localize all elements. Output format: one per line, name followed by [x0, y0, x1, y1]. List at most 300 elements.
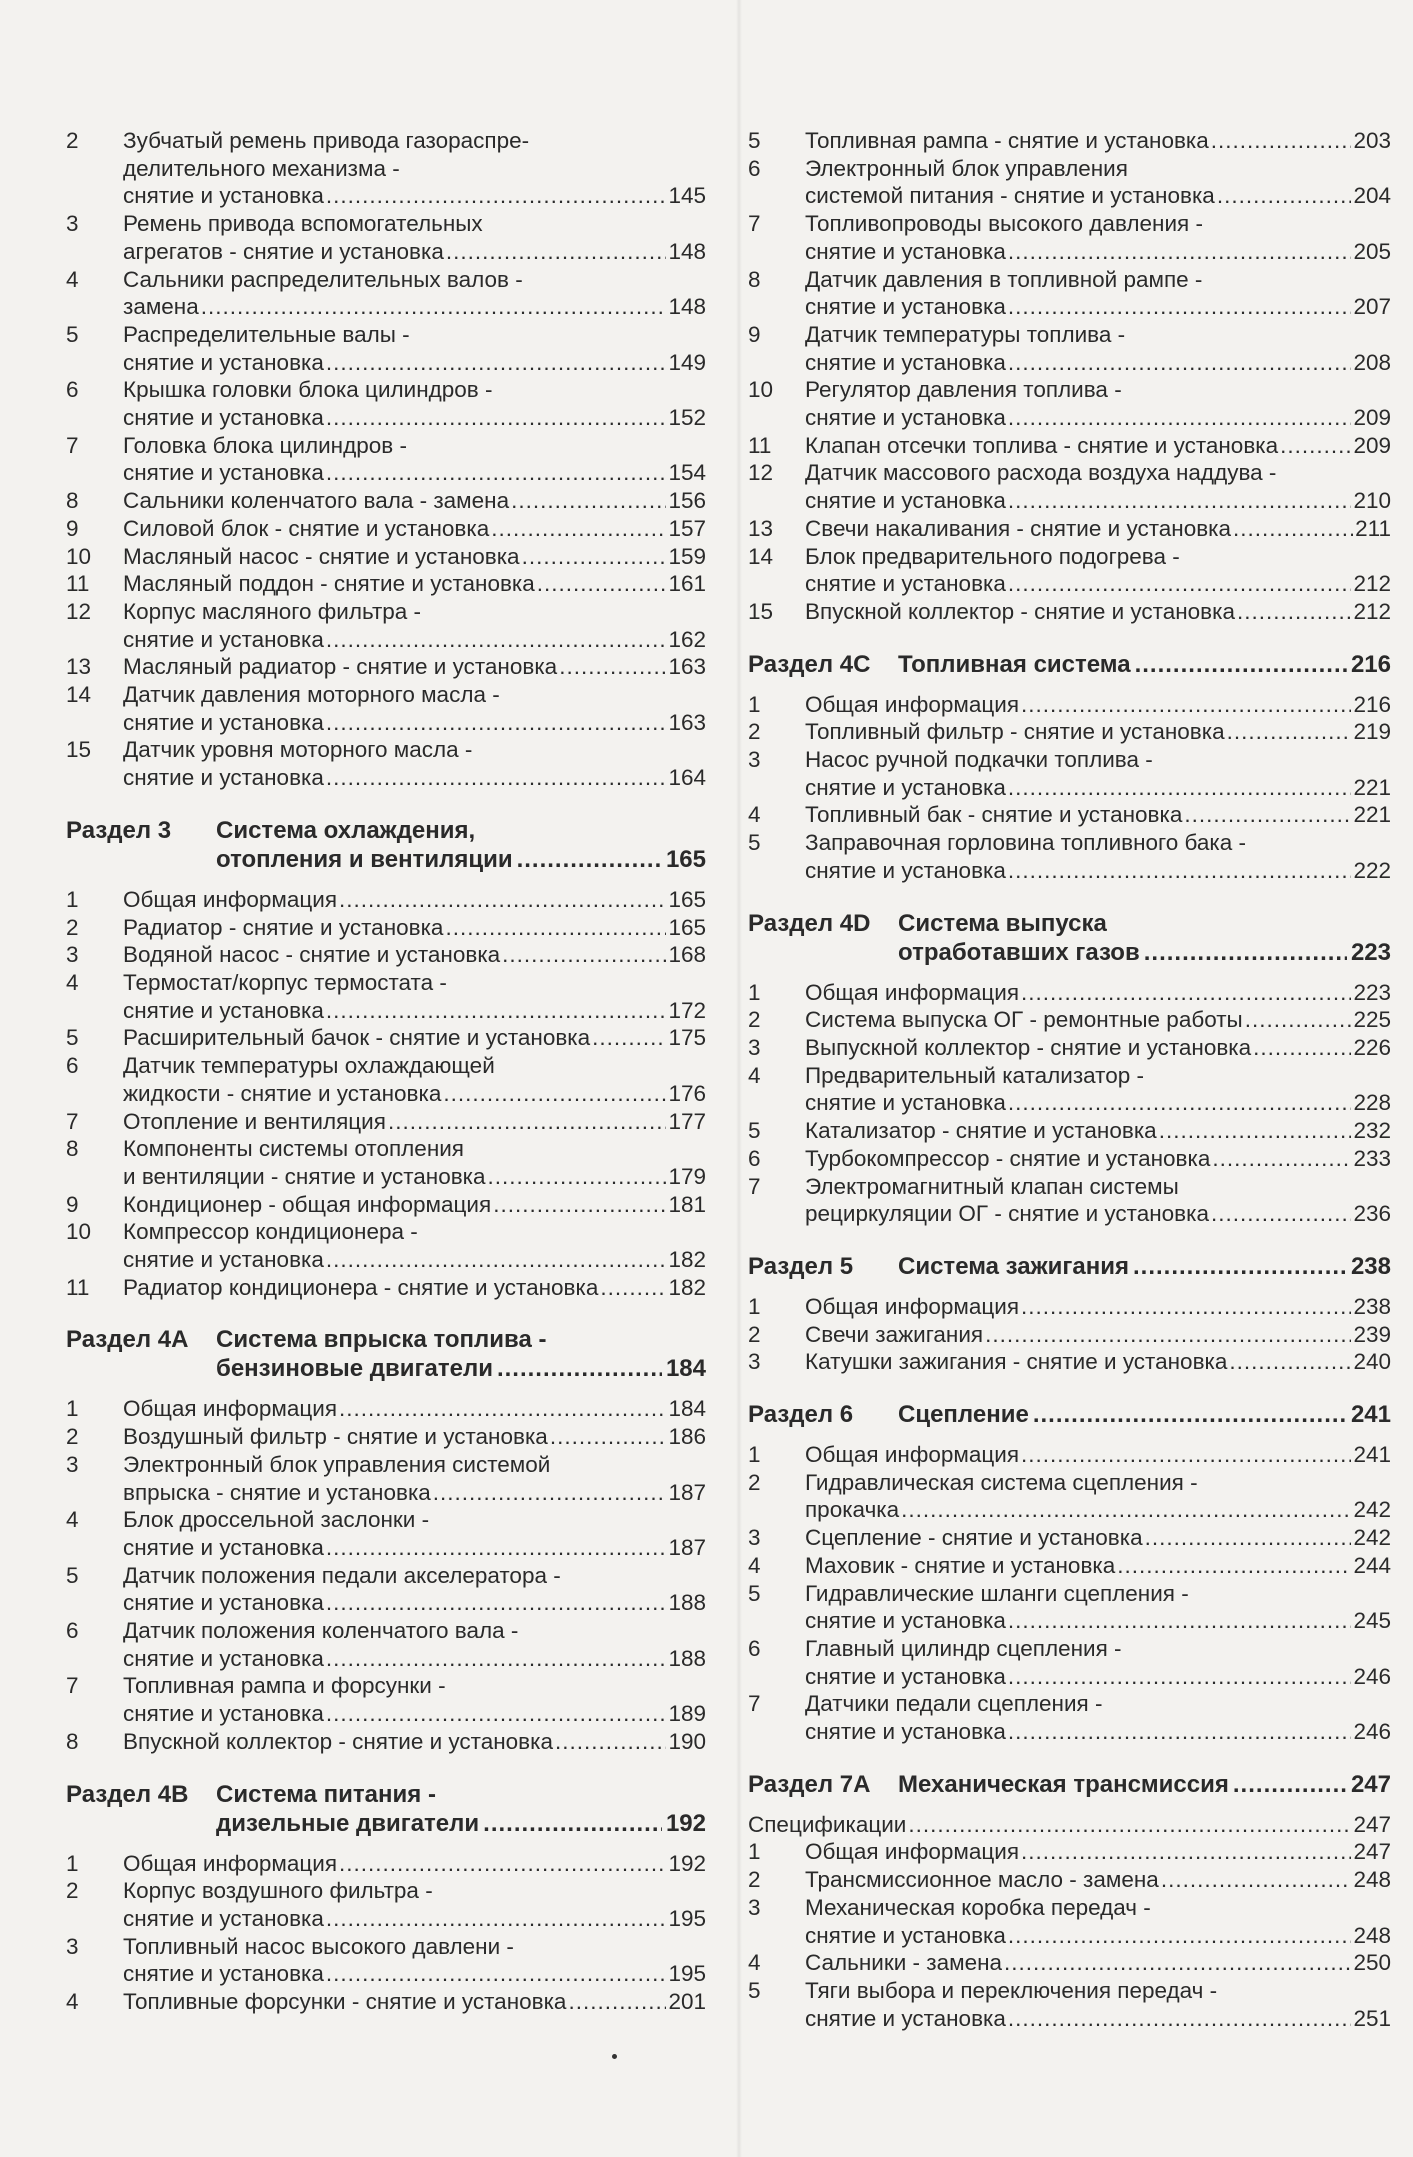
page-number: 175 — [668, 1025, 706, 1051]
toc-entry[interactable] — [748, 515, 1391, 543]
entry-title-line: Механическая коробка передач - — [805, 1894, 1151, 1920]
entry-number: 4 — [66, 969, 79, 995]
page-number: 245 — [1353, 1608, 1391, 1634]
entry-title-line: снятие и установка — [123, 1534, 324, 1560]
entry-number: 7 — [748, 1173, 761, 1199]
entry-number: 15 — [66, 737, 92, 763]
entry-number: 2 — [66, 128, 79, 153]
entry-number: 5 — [748, 128, 761, 153]
toc-entry[interactable] — [66, 1850, 706, 1878]
toc-entry[interactable] — [66, 681, 706, 736]
dot-leader — [1033, 1400, 1347, 1429]
entry-body — [805, 1552, 1391, 1580]
entry-body — [123, 515, 706, 543]
entry-body — [123, 1877, 706, 1932]
entry-number: 11 — [66, 1274, 90, 1300]
entry-last-line — [123, 1479, 706, 1507]
page-number: 188 — [668, 1590, 706, 1616]
toc-entry[interactable] — [66, 736, 706, 791]
page-number: 212 — [1353, 598, 1391, 624]
toc-entry[interactable] — [66, 1877, 706, 1932]
toc-entry[interactable] — [748, 1145, 1391, 1173]
entry-number: 2 — [66, 914, 79, 940]
toc-entry[interactable] — [748, 829, 1391, 884]
dot-leader — [493, 1191, 666, 1219]
entry-title-line: снятие и установка — [123, 765, 324, 791]
entry-title-line: снятие и установка — [805, 294, 1006, 320]
entry-body — [805, 543, 1391, 598]
page-number: 232 — [1353, 1118, 1391, 1144]
page-dot-mark — [612, 2054, 617, 2059]
toc-entry[interactable] — [66, 941, 706, 969]
entry-title-line: Общая информация — [805, 1293, 1020, 1319]
toc-entry[interactable] — [748, 1635, 1391, 1690]
entry-title-line: Датчик массового расхода воздуха наддува - — [805, 460, 1277, 486]
toc-entry[interactable] — [66, 432, 706, 487]
entry-number: 7 — [748, 1691, 761, 1717]
toc-entry[interactable] — [748, 543, 1391, 598]
entry-title-line: Предварительный катализатор - — [805, 1062, 1144, 1088]
entry-title-line: Топливные форсунки - снятие и установка — [123, 1989, 567, 2015]
entry-number: 7 — [748, 211, 761, 237]
entry-number: 4 — [748, 1552, 761, 1578]
toc-entry[interactable] — [66, 1024, 706, 1052]
entry-title-line: Топливный бак - снятие и установка — [805, 802, 1183, 828]
toc-entry[interactable] — [748, 691, 1391, 719]
dot-leader — [1212, 1145, 1351, 1173]
entry-last-line — [805, 2005, 1391, 2033]
toc-entry[interactable] — [66, 1617, 706, 1672]
entry-body — [123, 914, 706, 942]
entry-title-line: снятие и установка — [805, 1090, 1006, 1116]
toc-entry[interactable] — [66, 653, 706, 681]
entry-title-line: Общая информация — [123, 886, 338, 912]
toc-entry[interactable] — [66, 1672, 706, 1727]
entry-number: 6 — [748, 1635, 761, 1661]
entry-body — [805, 1034, 1391, 1062]
section-heading[interactable] — [748, 1252, 1391, 1281]
toc-entry[interactable] — [66, 1274, 706, 1302]
toc-entry[interactable] — [748, 1469, 1391, 1524]
toc-entry[interactable] — [66, 266, 706, 321]
entry-title-line: Свечи зажигания — [805, 1321, 984, 1347]
dot-leader — [497, 1354, 662, 1383]
entry-number: 5 — [66, 1025, 79, 1051]
entry-title-line: Впускной коллектор - снятие и установка — [805, 598, 1235, 624]
dot-leader — [1008, 349, 1352, 377]
toc-entry[interactable] — [66, 1191, 706, 1219]
entry-title-line: Датчики педали сцепления - — [805, 1691, 1103, 1717]
entry-last-line — [123, 1960, 706, 1988]
entry-last-line — [805, 718, 1391, 746]
entry-number: 2 — [66, 1424, 79, 1450]
page-number: 195 — [668, 1961, 706, 1987]
toc-entry[interactable] — [66, 127, 706, 210]
toc-entry[interactable] — [66, 1135, 706, 1190]
toc-entry[interactable] — [748, 1690, 1391, 1745]
page-number: 208 — [1353, 349, 1391, 375]
dot-leader — [1021, 1838, 1351, 1866]
section-label: Раздел 3 — [66, 816, 172, 844]
entry-number: 3 — [748, 1894, 761, 1920]
section-title: Сцепление — [898, 1401, 1029, 1429]
entry-body — [805, 598, 1391, 626]
entry-number: 1 — [748, 1839, 761, 1865]
toc-entry[interactable] — [66, 1562, 706, 1617]
dot-leader — [326, 1589, 667, 1617]
page-number: 247 — [1353, 1811, 1391, 1837]
entry-number: 7 — [66, 432, 79, 458]
toc-entry[interactable] — [66, 1218, 706, 1273]
entry-title-line: Масляный радиатор - снятие и установка — [123, 654, 558, 680]
entry-body — [123, 1728, 706, 1756]
entry-number: 5 — [66, 1562, 79, 1588]
entry-title-line: снятие и установка — [123, 183, 324, 209]
toc-entry[interactable] — [66, 914, 706, 942]
entry-last-line — [805, 238, 1391, 266]
toc-entry[interactable] — [66, 543, 706, 571]
entry-title-line: Блок предварительного подогрева - — [805, 543, 1180, 569]
entry-title-line: Крышка головки блока цилиндров - — [123, 377, 493, 403]
toc-entry[interactable] — [66, 969, 706, 1024]
dot-leader — [1280, 432, 1351, 460]
toc-entry[interactable] — [66, 1988, 706, 2016]
toc-entry[interactable] — [748, 1062, 1391, 1117]
section-heading[interactable] — [748, 909, 1391, 967]
entry-body — [123, 886, 706, 914]
entry-body — [805, 210, 1391, 265]
entry-title-line: Регулятор давления топлива - — [805, 377, 1122, 403]
entry-body — [805, 1348, 1391, 1376]
section-page-number: 247 — [1350, 1770, 1391, 1798]
entry-last-line — [805, 1321, 1391, 1349]
entry-body — [123, 1052, 706, 1107]
toc-entry[interactable] — [66, 1395, 706, 1423]
toc-column-left — [66, 127, 706, 2016]
toc-entry[interactable] — [66, 376, 706, 431]
dot-leader — [537, 570, 667, 598]
entry-title-line: Компрессор кондиционера - — [123, 1219, 418, 1245]
entry-body — [123, 1274, 706, 1302]
entry-number: 5 — [748, 830, 761, 856]
toc-entry[interactable] — [66, 570, 706, 598]
toc-entry[interactable] — [66, 1933, 706, 1988]
entry-last-line — [805, 1838, 1391, 1866]
dot-leader — [339, 1850, 666, 1878]
entry-last-line — [123, 1423, 706, 1451]
dot-leader — [1211, 127, 1352, 155]
entry-body — [805, 1580, 1391, 1635]
section-heading[interactable] — [748, 1770, 1391, 1799]
entry-last-line — [805, 598, 1391, 626]
section-heading[interactable] — [66, 1325, 706, 1383]
entry-title-line: снятие и установка — [805, 405, 1006, 431]
dot-leader — [1217, 182, 1352, 210]
entry-body — [805, 459, 1391, 514]
entry-body — [805, 829, 1391, 884]
page-number: 203 — [1353, 128, 1391, 153]
dot-leader — [491, 515, 666, 543]
section-title: бензиновые двигатели — [216, 1355, 493, 1383]
entry-last-line — [805, 1293, 1391, 1321]
toc-entry[interactable] — [748, 1348, 1391, 1376]
page-number: 157 — [668, 515, 706, 541]
entry-last-line — [123, 1589, 706, 1617]
entry-last-line — [805, 515, 1391, 543]
entry-last-line — [123, 764, 706, 792]
dot-leader — [1245, 1006, 1352, 1034]
entry-title-line: снятие и установка — [123, 1701, 324, 1727]
page-number: 165 — [668, 886, 706, 912]
toc-entry[interactable] — [66, 1423, 706, 1451]
toc-entry[interactable] — [748, 1866, 1391, 1894]
page-number: 223 — [1353, 979, 1391, 1005]
entry-number: 3 — [66, 1933, 79, 1959]
entry-number: 1 — [66, 1396, 79, 1422]
entry-last-line — [805, 801, 1391, 829]
page-number: 238 — [1353, 1293, 1391, 1319]
entry-body — [805, 1006, 1391, 1034]
toc-entry[interactable] — [66, 210, 706, 265]
toc-entry[interactable] — [748, 266, 1391, 321]
section-page-number: 184 — [665, 1355, 706, 1383]
toc-entry[interactable] — [66, 1108, 706, 1136]
page-number: 187 — [668, 1479, 706, 1505]
entry-body — [123, 653, 706, 681]
entry-title-line: снятие и установка — [123, 349, 324, 375]
toc-entry[interactable] — [66, 1052, 706, 1107]
section-heading-line — [66, 1354, 706, 1383]
toc-entry[interactable] — [748, 1524, 1391, 1552]
entry-last-line — [805, 1496, 1391, 1524]
toc-entry-spec[interactable] — [748, 1811, 1391, 1839]
toc-entry[interactable] — [748, 801, 1391, 829]
section-title: дизельные двигатели — [216, 1809, 480, 1837]
entry-number: 2 — [748, 719, 761, 745]
entry-body — [805, 1145, 1391, 1173]
entry-title-line: Сцепление - снятие и установка — [805, 1525, 1143, 1551]
dot-leader — [326, 1534, 667, 1562]
section-label: Раздел 7A — [748, 1770, 871, 1798]
toc-entry[interactable] — [66, 321, 706, 376]
page-number: 251 — [1353, 2005, 1391, 2031]
entry-number: 1 — [66, 886, 79, 912]
toc-entry[interactable] — [748, 718, 1391, 746]
page-number: 248 — [1353, 1922, 1391, 1948]
toc-entry[interactable] — [66, 515, 706, 543]
entry-body — [805, 801, 1391, 829]
entry-last-line — [805, 1524, 1391, 1552]
entry-title-line: снятие и установка — [805, 774, 1006, 800]
entry-title-line: Ремень привода вспомогательных — [123, 211, 483, 237]
entry-last-line — [805, 1006, 1391, 1034]
entry-body — [805, 432, 1391, 460]
toc-entry[interactable] — [748, 746, 1391, 801]
entry-title-line: снятие и установка — [805, 1608, 1006, 1634]
entry-last-line — [805, 404, 1391, 432]
entry-last-line — [123, 1534, 706, 1562]
entry-title-line: снятие и установка — [123, 626, 324, 652]
entry-number: 13 — [66, 654, 92, 680]
entry-body — [123, 570, 706, 598]
page-number: 177 — [668, 1108, 706, 1134]
toc-entry[interactable] — [66, 1451, 706, 1506]
entry-body — [805, 1469, 1391, 1524]
entry-title-line: Зубчатый ремень привода газораспре- — [123, 128, 530, 153]
dot-leader — [483, 1809, 662, 1838]
toc-entry[interactable] — [66, 487, 706, 515]
toc-entry[interactable] — [748, 1293, 1391, 1321]
toc-entry[interactable] — [66, 1506, 706, 1561]
page-number: 179 — [668, 1163, 706, 1189]
entry-body — [123, 266, 706, 321]
section-page-number: 165 — [665, 845, 706, 873]
section-page-number: 223 — [1350, 938, 1391, 966]
entry-title-line: снятие и установка — [805, 1663, 1006, 1689]
entry-title-line: Топливная рампа - снятие и установка — [805, 128, 1209, 153]
section-heading-line — [66, 1325, 706, 1354]
entry-body — [123, 1933, 706, 1988]
entry-title-line: снятие и установка — [123, 1590, 324, 1616]
toc-entry[interactable] — [748, 598, 1391, 626]
entry-title-line: Насос ручной подкачки топлива - — [805, 747, 1153, 773]
entry-last-line — [123, 1645, 706, 1673]
section-heading[interactable] — [748, 650, 1391, 679]
toc-entry[interactable] — [748, 1321, 1391, 1349]
entry-title-line: впрыска - снятие и установка — [123, 1479, 431, 1505]
entry-body — [123, 941, 706, 969]
entry-title-line: Свечи накаливания - снятие и установка — [805, 515, 1232, 541]
entry-number: 3 — [66, 942, 79, 968]
entry-number: 8 — [748, 266, 761, 292]
entry-body — [123, 1562, 706, 1617]
dot-leader — [488, 1163, 667, 1191]
page-number: 159 — [668, 543, 706, 569]
entry-number: 3 — [66, 211, 79, 237]
section-title: Механическая трансмиссия — [898, 1770, 1229, 1798]
dot-leader — [1008, 570, 1352, 598]
dot-leader — [1008, 1718, 1352, 1746]
entry-body — [123, 1024, 706, 1052]
page-number: 207 — [1353, 294, 1391, 320]
toc-entry[interactable] — [66, 1728, 706, 1756]
page-number: 161 — [668, 571, 706, 597]
entry-title-line: Сальники распределительных валов - — [123, 266, 523, 292]
toc-entry[interactable] — [748, 127, 1391, 155]
section-heading[interactable] — [66, 816, 706, 874]
page-number: 212 — [1353, 571, 1391, 597]
entry-title-line: Маховик - снятие и установка — [805, 1552, 1116, 1578]
toc-entry[interactable] — [748, 459, 1391, 514]
page-fold-shadow — [736, 0, 742, 2157]
entry-title-line: Система выпуска ОГ - ремонтные работы — [805, 1007, 1243, 1033]
entry-last-line — [805, 1866, 1391, 1894]
page-number: 188 — [668, 1645, 706, 1671]
page-number: 239 — [1353, 1321, 1391, 1347]
entry-number: 11 — [66, 571, 90, 597]
entry-last-line — [123, 349, 706, 377]
toc-entry[interactable] — [66, 598, 706, 653]
entry-title-line: Гидравлические шланги сцепления - — [805, 1580, 1189, 1606]
page-number: 204 — [1353, 183, 1391, 209]
entry-body — [805, 1894, 1391, 1949]
toc-entry[interactable] — [748, 1441, 1391, 1469]
toc-entry[interactable] — [748, 321, 1391, 376]
entry-number: 2 — [748, 1867, 761, 1893]
page-number: 149 — [668, 349, 706, 375]
dot-leader — [1021, 1293, 1351, 1321]
toc-entry[interactable] — [748, 155, 1391, 210]
section-title: отопления и вентиляции — [216, 845, 513, 873]
entry-last-line — [123, 1191, 706, 1219]
dot-leader — [568, 1988, 666, 2016]
section-heading[interactable] — [66, 1780, 706, 1838]
entry-body — [805, 1524, 1391, 1552]
entry-title-line: прокачка — [805, 1497, 900, 1523]
dot-leader — [326, 1645, 667, 1673]
entry-title-line: системой питания - снятие и установка — [805, 183, 1215, 209]
entry-title-line: Датчик положения коленчатого вала - — [123, 1618, 519, 1644]
entry-number: 7 — [66, 1673, 79, 1699]
entry-body — [805, 1173, 1391, 1228]
entry-body — [805, 1977, 1391, 2032]
page-number: 182 — [668, 1274, 706, 1300]
entry-number: 13 — [748, 515, 774, 541]
toc-entry[interactable] — [748, 979, 1391, 1007]
toc-entry[interactable] — [66, 886, 706, 914]
page-number: 242 — [1353, 1497, 1391, 1523]
entry-last-line — [805, 1441, 1391, 1469]
toc-entry[interactable] — [748, 376, 1391, 431]
entry-title-line: снятие и установка — [805, 238, 1006, 264]
toc-entry[interactable] — [748, 1552, 1391, 1580]
entry-number: 5 — [748, 1977, 761, 2003]
page-number: 222 — [1353, 857, 1391, 883]
entry-last-line — [805, 1348, 1391, 1376]
toc-entry[interactable] — [748, 1894, 1391, 1949]
dot-leader — [600, 1274, 666, 1302]
page-number: 195 — [668, 1905, 706, 1931]
toc-entry[interactable] — [748, 1580, 1391, 1635]
entry-title-line: Блок дроссельной заслонки - — [123, 1507, 430, 1533]
entry-last-line — [805, 1949, 1391, 1977]
entry-last-line — [805, 1145, 1391, 1173]
dot-leader — [1253, 1034, 1351, 1062]
section-label: Раздел 6 — [748, 1401, 854, 1429]
toc-entry[interactable] — [748, 1117, 1391, 1145]
toc-entry[interactable] — [748, 1034, 1391, 1062]
entry-title-line: снятие и установка — [123, 997, 324, 1023]
toc-entry[interactable] — [748, 210, 1391, 265]
toc-entry[interactable] — [748, 432, 1391, 460]
section-heading[interactable] — [748, 1400, 1391, 1429]
entry-title-line: Общая информация — [805, 979, 1020, 1005]
entry-body — [123, 321, 706, 376]
entry-title-line: Головка блока цилиндров - — [123, 432, 407, 458]
toc-entry[interactable] — [748, 1949, 1391, 1977]
entry-title-line: и вентиляции - снятие и установка — [123, 1163, 486, 1189]
entry-title-line: Гидравлическая система сцепления - — [805, 1469, 1198, 1495]
entry-number: 9 — [66, 515, 79, 541]
toc-entry[interactable] — [748, 1977, 1391, 2032]
entry-number: 4 — [66, 1507, 79, 1533]
dot-leader — [326, 764, 667, 792]
toc-entry[interactable] — [748, 1173, 1391, 1228]
section-label: Раздел 4A — [66, 1326, 189, 1354]
toc-column-right — [748, 127, 1391, 2032]
toc-entry[interactable] — [748, 1838, 1391, 1866]
toc-entry[interactable] — [748, 1006, 1391, 1034]
